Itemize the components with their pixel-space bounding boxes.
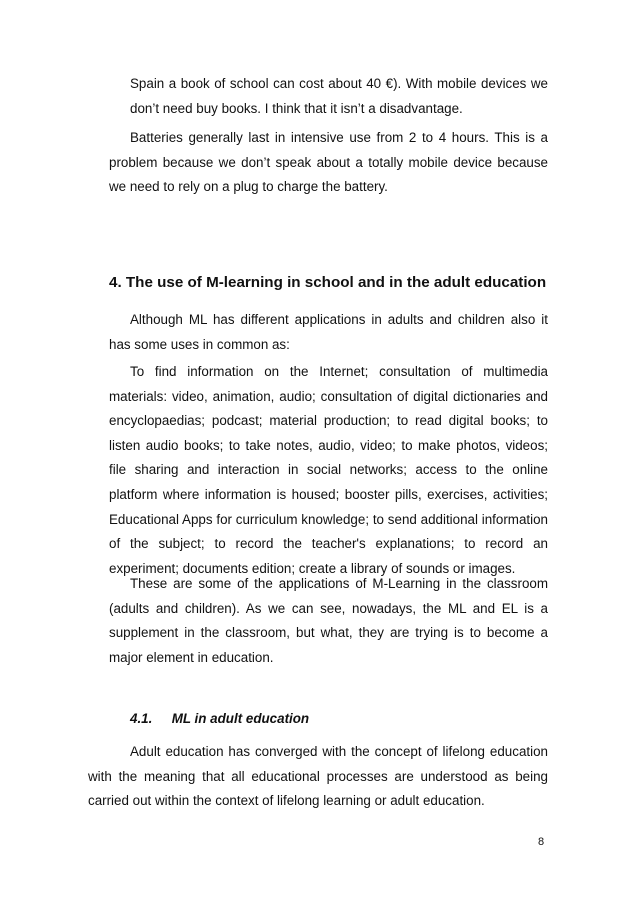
section-paragraph-intro: Although ML has different applications in adults and children also it has some uses in common as: xyxy=(109,312,548,352)
section-paragraph-applications: These are some of the applications of M-Learning in the classroom (adults and children). As we can see, nowadays, the ML and EL is a supplement in the classroom, but what, they are trying is to become a major element in education. xyxy=(109,576,548,665)
continued-paragraph: Spain a book of school can cost about 40 €). With mobile devices we don’t need buy books. I think that it isn’t a disadvantage. xyxy=(130,76,548,116)
batteries-paragraph: Batteries generally last in intensive use from 2 to 4 hours. This is a problem because we don’t speak about a totally mobile device because we need to rely on a plug to charge the battery. xyxy=(109,130,548,195)
section-number: 4. xyxy=(109,274,122,291)
page-number: 8 xyxy=(538,836,545,848)
subsection-title: ML in adult education xyxy=(171,711,310,726)
section-title: The use of M-learning in school and in the adult education xyxy=(125,274,547,291)
section-paragraph-uses: To find information on the Internet; consultation of multimedia materials: video, animation, audio; consultation of digital dictionaries and encyclopaedias; podcast; material production; to read digital books; to listen audio books; to take notes, audio, video; to make photos, videos; file sharing and interaction in social networks; access to the online platform where information is housed; booster pills, exercises, activities; Educational Apps for curriculum knowledge; to send additional information of the subject; to record the teacher's explanations; to record an experiment; documents edition; create a library of sounds or images. xyxy=(109,364,548,576)
section-heading xyxy=(109,273,549,293)
subsection-number: 4.1. xyxy=(130,711,153,726)
subsection-heading xyxy=(130,709,530,729)
subsection-paragraph: Adult education has converged with the concept of lifelong education with the meaning that all educational processes are understood as being carried out within the context of lifelong learning or adult education. xyxy=(88,744,548,809)
